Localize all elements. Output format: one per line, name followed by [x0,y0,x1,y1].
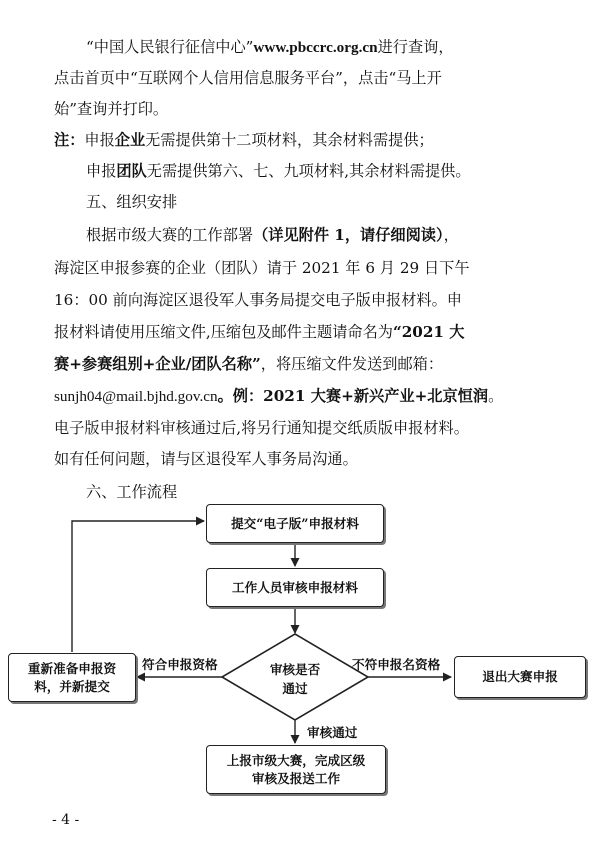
decision-line-2: 通过 [282,681,308,696]
text-segment: “中国人民银行征信中心” [86,38,254,56]
email-link[interactable]: sunjh04@mail.bjhd.gov.cn [54,388,218,405]
text-segment: ，将压缩文件发送到邮箱： [260,355,444,373]
paragraph-line-3: 16：00 前向海淀区退役军人事务局提交电子版申报材料。申 [54,291,462,309]
text-segment: 报材料请使用压缩文件,压缩包及邮件主题请命名为 [54,323,393,341]
flow-review-box [206,568,384,607]
section-5-title: 五、组织安排 [86,193,178,211]
text-segment: 申报 [86,162,117,180]
edge-label-approved: 审核通过 [307,725,358,740]
text-segment: 无需提供第十二项材料，其余材料需提供； [145,131,434,149]
text-segment: ， [443,226,459,244]
paragraph-line-8: 如有任何问题，请与区退役军人事务局沟通。 [54,450,358,468]
flow-review-label: 工作人员审核申报材料 [232,579,358,595]
text-line-3: 始”查询并打印。 [54,100,169,118]
resubmit-line-1: 重新准备申报资 [27,660,117,676]
resubmit-line-2: 料，并新提交 [34,678,110,694]
arrow-loop-resubmit-submit [72,521,204,652]
page-number: - 4 - [52,812,80,828]
decision-text [262,660,328,698]
text-segment-bold: “2021 大 [392,323,465,341]
url-text: www.pbccrc.org.cn [253,39,378,56]
edge-label-ineligible: 不符申报名资格 [352,657,441,672]
report-line-1: 上报市级大赛，完成区级 [226,752,366,768]
flow-withdraw-box [454,656,586,698]
section-6-title: 六、工作流程 [86,483,178,501]
text-segment-bold: 。例：2021 大赛+新兴产业+北京恒润 [217,387,489,405]
note-label: 注： [54,131,85,149]
text-line-2: 点击首页中“互联网个人信用信息服务平台”，点击“马上开 [54,69,442,87]
edge-label-eligible: 符合申报资格 [142,657,218,672]
flow-submit-label: 提交“电子版”申报材料 [231,515,359,531]
text-segment: 进行查询， [377,38,454,56]
flow-resubmit-box [8,653,136,702]
text-segment-bold: 团队 [116,162,147,180]
report-line-2: 审核及报送工作 [251,770,341,786]
text-segment-bold: 企业 [114,131,146,149]
text-segment-bold: 赛+参赛组别+企业/团队名称” [54,355,261,373]
flow-withdraw-label: 退出大赛申报 [482,669,558,684]
decision-line-1: 审核是否 [269,662,321,677]
text-segment: 申报 [84,131,115,149]
text-segment-bold: （详见附件 1，请仔细阅读） [253,226,444,244]
paragraph-line-2: 海淀区申报参赛的企业（团队）请于 2021 年 6 月 29 日下午 [54,259,470,277]
flow-report-box [206,745,386,794]
text-segment: 。 [488,387,504,405]
flow-submit-box [206,504,384,543]
paragraph-line-7: 电子版申报材料审核通过后,将另行通知提交纸质版申报材料。 [54,419,469,437]
text-segment: 无需提供第六、七、九项材料,其余材料需提供。 [146,162,471,180]
text-segment: 根据市级大赛的工作部署 [86,226,254,244]
